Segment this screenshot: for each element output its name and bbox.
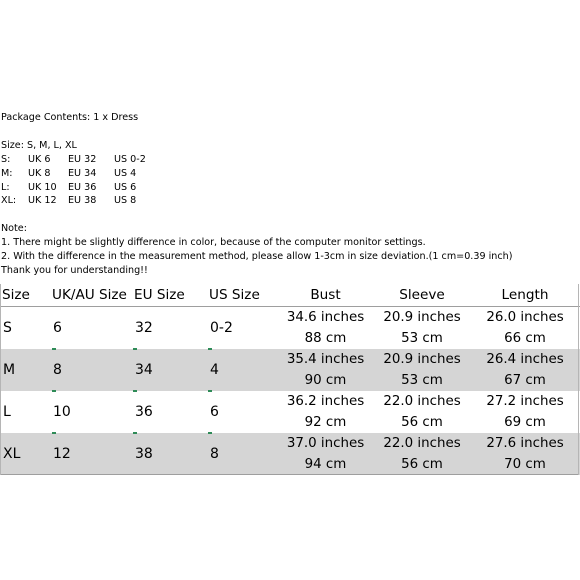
conversion-row-l bbox=[1, 181, 512, 195]
conversion-label: M: bbox=[1, 167, 13, 179]
cell-bust-cm: 90 cm bbox=[277, 370, 374, 391]
cell-length-inches: 26.4 inches bbox=[470, 349, 580, 370]
cell-marker bbox=[133, 348, 137, 350]
cell-marker bbox=[52, 348, 56, 350]
header-uk-au-size: UK/AU Size bbox=[50, 284, 132, 307]
conversion-row-m bbox=[1, 167, 512, 181]
cell-bust-cm: 94 cm bbox=[277, 454, 374, 475]
cell-length-cm: 66 cm bbox=[504, 331, 546, 346]
cell-marker bbox=[208, 432, 212, 434]
table-row bbox=[0, 307, 580, 329]
cell-sleeve-inches: 20.9 inches bbox=[383, 310, 461, 325]
conversion-row-s bbox=[1, 153, 512, 167]
spacer bbox=[1, 125, 512, 139]
size-list: Size: S, M, L, XL bbox=[1, 139, 77, 151]
conversion-uk: UK 8 bbox=[28, 167, 51, 179]
cell-us: 8 bbox=[207, 433, 277, 475]
cell-sleeve-inches: 22.0 inches bbox=[383, 394, 461, 409]
conversion-uk: UK 12 bbox=[28, 195, 57, 207]
conversion-label: L: bbox=[1, 181, 10, 193]
header-sleeve: Sleeve bbox=[374, 284, 470, 307]
note-line-2: 2. With the difference in the measurement method, please allow 1-3cm in size deviation.(1 cm=0.39 inch) bbox=[1, 251, 513, 263]
conversion-uk: UK 6 bbox=[28, 153, 51, 165]
cell-size: M bbox=[0, 349, 50, 391]
cell-marker bbox=[52, 432, 56, 434]
conversion-us: US 6 bbox=[114, 181, 137, 193]
table-header-row bbox=[0, 284, 580, 307]
table-row bbox=[0, 391, 580, 412]
cell-uk: 6 bbox=[53, 320, 62, 336]
conversion-label: XL: bbox=[1, 195, 17, 207]
cell-sleeve-cm: 56 cm bbox=[374, 454, 470, 475]
size-chart-table bbox=[0, 284, 580, 475]
cell-us: 6 bbox=[210, 404, 219, 420]
cell-sleeve-cm: 53 cm bbox=[374, 370, 470, 391]
cell-length-cm: 67 cm bbox=[470, 370, 580, 391]
cell-us: 0-2 bbox=[210, 320, 233, 336]
header-length: Length bbox=[470, 284, 580, 307]
cell-sleeve-inches: 20.9 inches bbox=[374, 349, 470, 370]
cell-eu: 34 bbox=[132, 349, 207, 391]
header-size: Size bbox=[0, 284, 50, 307]
thanks-text: Thank you for understanding!! bbox=[1, 264, 148, 276]
cell-size: L bbox=[3, 404, 11, 420]
cell-sleeve-cm: 56 cm bbox=[401, 415, 443, 430]
cell-size: S bbox=[3, 320, 12, 336]
conversion-us: US 4 bbox=[114, 167, 137, 179]
conversion-eu: EU 32 bbox=[68, 153, 97, 165]
cell-length-inches: 27.6 inches bbox=[470, 433, 580, 454]
cell-eu: 32 bbox=[135, 320, 153, 336]
cell-bust-cm: 92 cm bbox=[304, 415, 347, 430]
cell-marker bbox=[133, 432, 137, 434]
cell-marker bbox=[208, 348, 212, 350]
cell-sleeve-inches: 22.0 inches bbox=[374, 433, 470, 454]
cell-size: XL bbox=[0, 433, 50, 475]
cell-bust-inches: 36.2 inches bbox=[286, 394, 365, 409]
cell-bust-inches: 35.4 inches bbox=[277, 349, 374, 370]
cell-sleeve-cm: 53 cm bbox=[401, 331, 443, 346]
column-divider bbox=[0, 284, 1, 475]
table-row bbox=[0, 433, 580, 454]
conversion-row-xl bbox=[1, 194, 512, 208]
package-contents: Package Contents: 1 x Dress bbox=[1, 112, 139, 123]
header-us-size: US Size bbox=[207, 284, 277, 307]
header-bust: Bust bbox=[277, 284, 374, 307]
cell-us: 4 bbox=[207, 349, 277, 391]
conversion-us: US 0-2 bbox=[114, 153, 146, 165]
cell-length-cm: 69 cm bbox=[504, 415, 546, 430]
cell-uk: 10 bbox=[53, 404, 71, 420]
cell-length-inches: 26.0 inches bbox=[486, 310, 564, 325]
cell-bust-inches: 37.0 inches bbox=[277, 433, 374, 454]
cell-marker bbox=[52, 390, 56, 392]
cell-length-cm: 70 cm bbox=[470, 454, 580, 475]
cell-eu: 38 bbox=[132, 433, 207, 475]
header-eu-size: EU Size bbox=[132, 284, 207, 307]
conversion-eu: EU 38 bbox=[68, 195, 97, 207]
conversion-eu: EU 34 bbox=[68, 167, 97, 179]
table-row bbox=[0, 349, 580, 370]
cell-uk: 12 bbox=[50, 433, 132, 475]
note-title: Note: bbox=[1, 223, 27, 235]
cell-uk: 8 bbox=[50, 349, 132, 391]
product-info bbox=[1, 111, 512, 278]
conversion-label: S: bbox=[1, 153, 11, 165]
cell-bust-inches: 34.6 inches bbox=[286, 310, 365, 325]
cell-marker bbox=[133, 390, 137, 392]
conversion-uk: UK 10 bbox=[28, 181, 57, 193]
note-line-1: 1. There might be slightly difference in color, because of the computer monitor settings. bbox=[1, 237, 426, 249]
cell-length-inches: 27.2 inches bbox=[486, 394, 564, 409]
column-divider bbox=[578, 284, 579, 475]
cell-bust-cm: 88 cm bbox=[304, 331, 347, 346]
cell-marker bbox=[208, 390, 212, 392]
conversion-eu: EU 36 bbox=[68, 181, 97, 193]
spacer bbox=[1, 208, 512, 222]
conversion-us: US 8 bbox=[114, 195, 137, 207]
cell-eu: 36 bbox=[135, 404, 153, 420]
